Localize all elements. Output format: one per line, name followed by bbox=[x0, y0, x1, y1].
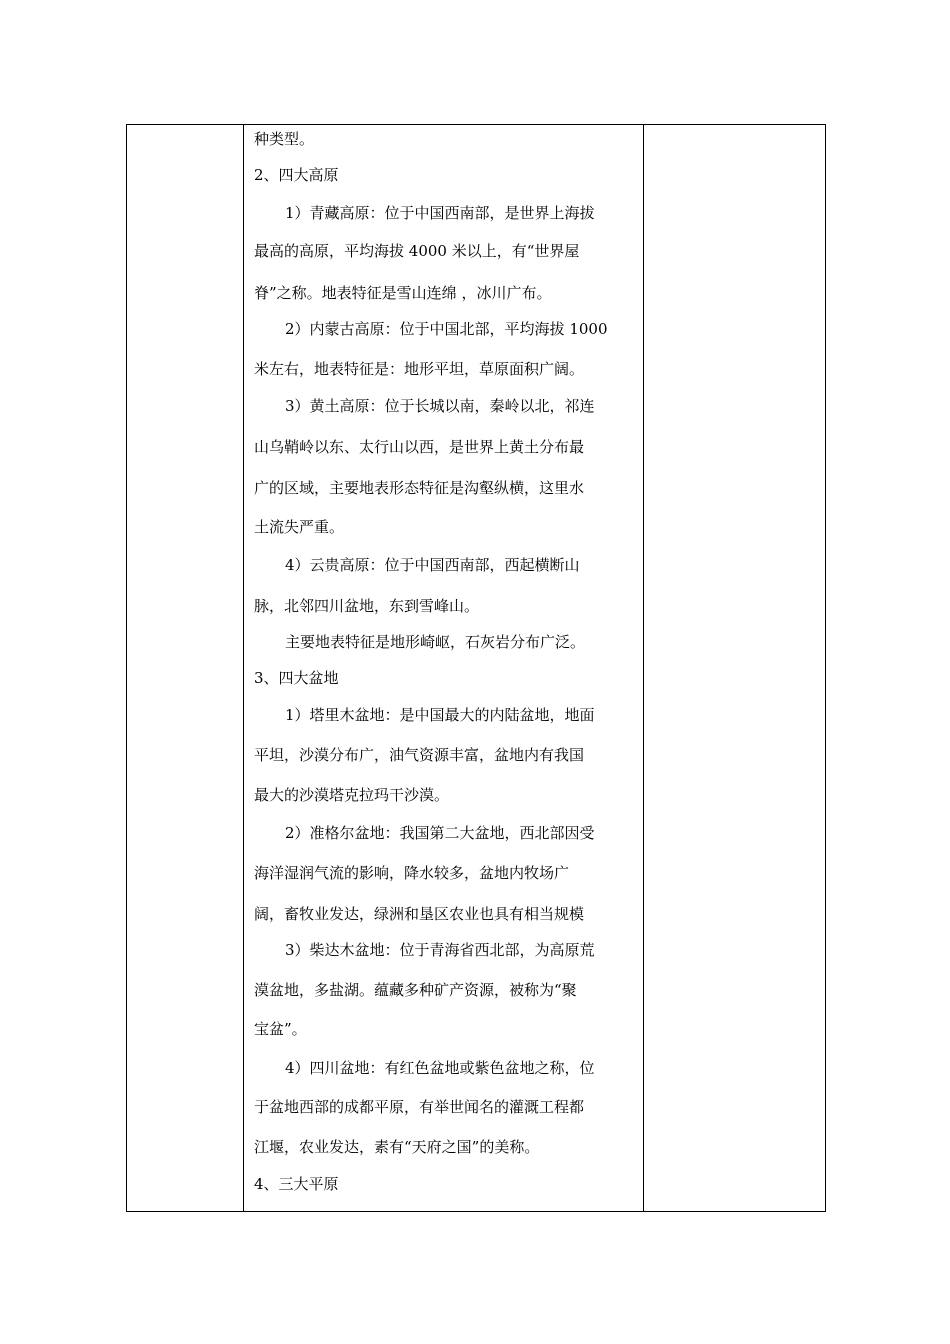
text-line: 4）云贵高原：位于中国西南部，西起横断山 bbox=[285, 556, 580, 574]
text-line: 1）青藏高原：位于中国西南部，是世界上海拔 bbox=[285, 204, 595, 222]
text-line: 主要地表特征是地形崎岖，石灰岩分布广泛。 bbox=[285, 633, 586, 651]
text-line: 最高的高原，平均海拔 4000 米以上，有“世界屋 bbox=[254, 242, 580, 260]
text-line: 2）内蒙古高原：位于中国北部，平均海拔 1000 bbox=[285, 320, 608, 338]
text-line: 种类型。 bbox=[254, 130, 315, 148]
text-line: 海洋湿润气流的影响，降水较多，盆地内牧场广 bbox=[254, 864, 570, 882]
document-table bbox=[126, 124, 826, 1212]
text-line: 于盆地西部的成都平原，有举世闻名的灌溉工程都 bbox=[254, 1098, 585, 1116]
text-line: 2）准格尔盆地：我国第二大盆地，西北部因受 bbox=[285, 824, 595, 842]
section-heading: 3、四大盆地 bbox=[254, 669, 339, 687]
text-line: 江堰，农业发达，素有“天府之国”的美称。 bbox=[254, 1138, 540, 1156]
text-line: 米左右，地表特征是：地形平坦，草原面积广阔。 bbox=[254, 360, 585, 378]
text-line: 山乌鞘岭以东、太行山以西，是世界上黄土分布最 bbox=[254, 438, 585, 456]
text-line: 宝盆”。 bbox=[254, 1020, 307, 1038]
text-line: 1）塔里木盆地：是中国最大的内陆盆地，地面 bbox=[285, 706, 595, 724]
column-divider-left bbox=[243, 125, 244, 1211]
text-line: 阔，畜牧业发达，绿洲和垦区农业也具有相当规模 bbox=[254, 905, 585, 923]
text-line: 脊”之称。地表特征是雪山连绵 ，冰川广布。 bbox=[254, 284, 552, 302]
column-divider-right bbox=[643, 125, 644, 1211]
text-line: 土流失严重。 bbox=[254, 518, 345, 536]
text-line: 3）柴达木盆地：位于青海省西北部，为高原荒 bbox=[285, 941, 595, 959]
section-heading: 2、四大高原 bbox=[254, 166, 339, 184]
text-line: 脉，北邻四川盆地，东到雪峰山。 bbox=[254, 597, 480, 615]
text-line: 广的区域，主要地表形态特征是沟壑纵横，这里水 bbox=[254, 479, 585, 497]
text-line: 漠盆地，多盐湖。蕴藏多种矿产资源，被称为“聚 bbox=[254, 981, 577, 999]
section-heading: 4、三大平原 bbox=[254, 1175, 339, 1193]
text-line: 3）黄土高原：位于长城以南，秦岭以北，祁连 bbox=[285, 397, 595, 415]
text-line: 平坦，沙漠分布广，油气资源丰富，盆地内有我国 bbox=[254, 746, 585, 764]
text-line: 4）四川盆地：有红色盆地或紫色盆地之称，位 bbox=[285, 1059, 595, 1077]
text-line: 最大的沙漠塔克拉玛干沙漠。 bbox=[254, 786, 450, 804]
